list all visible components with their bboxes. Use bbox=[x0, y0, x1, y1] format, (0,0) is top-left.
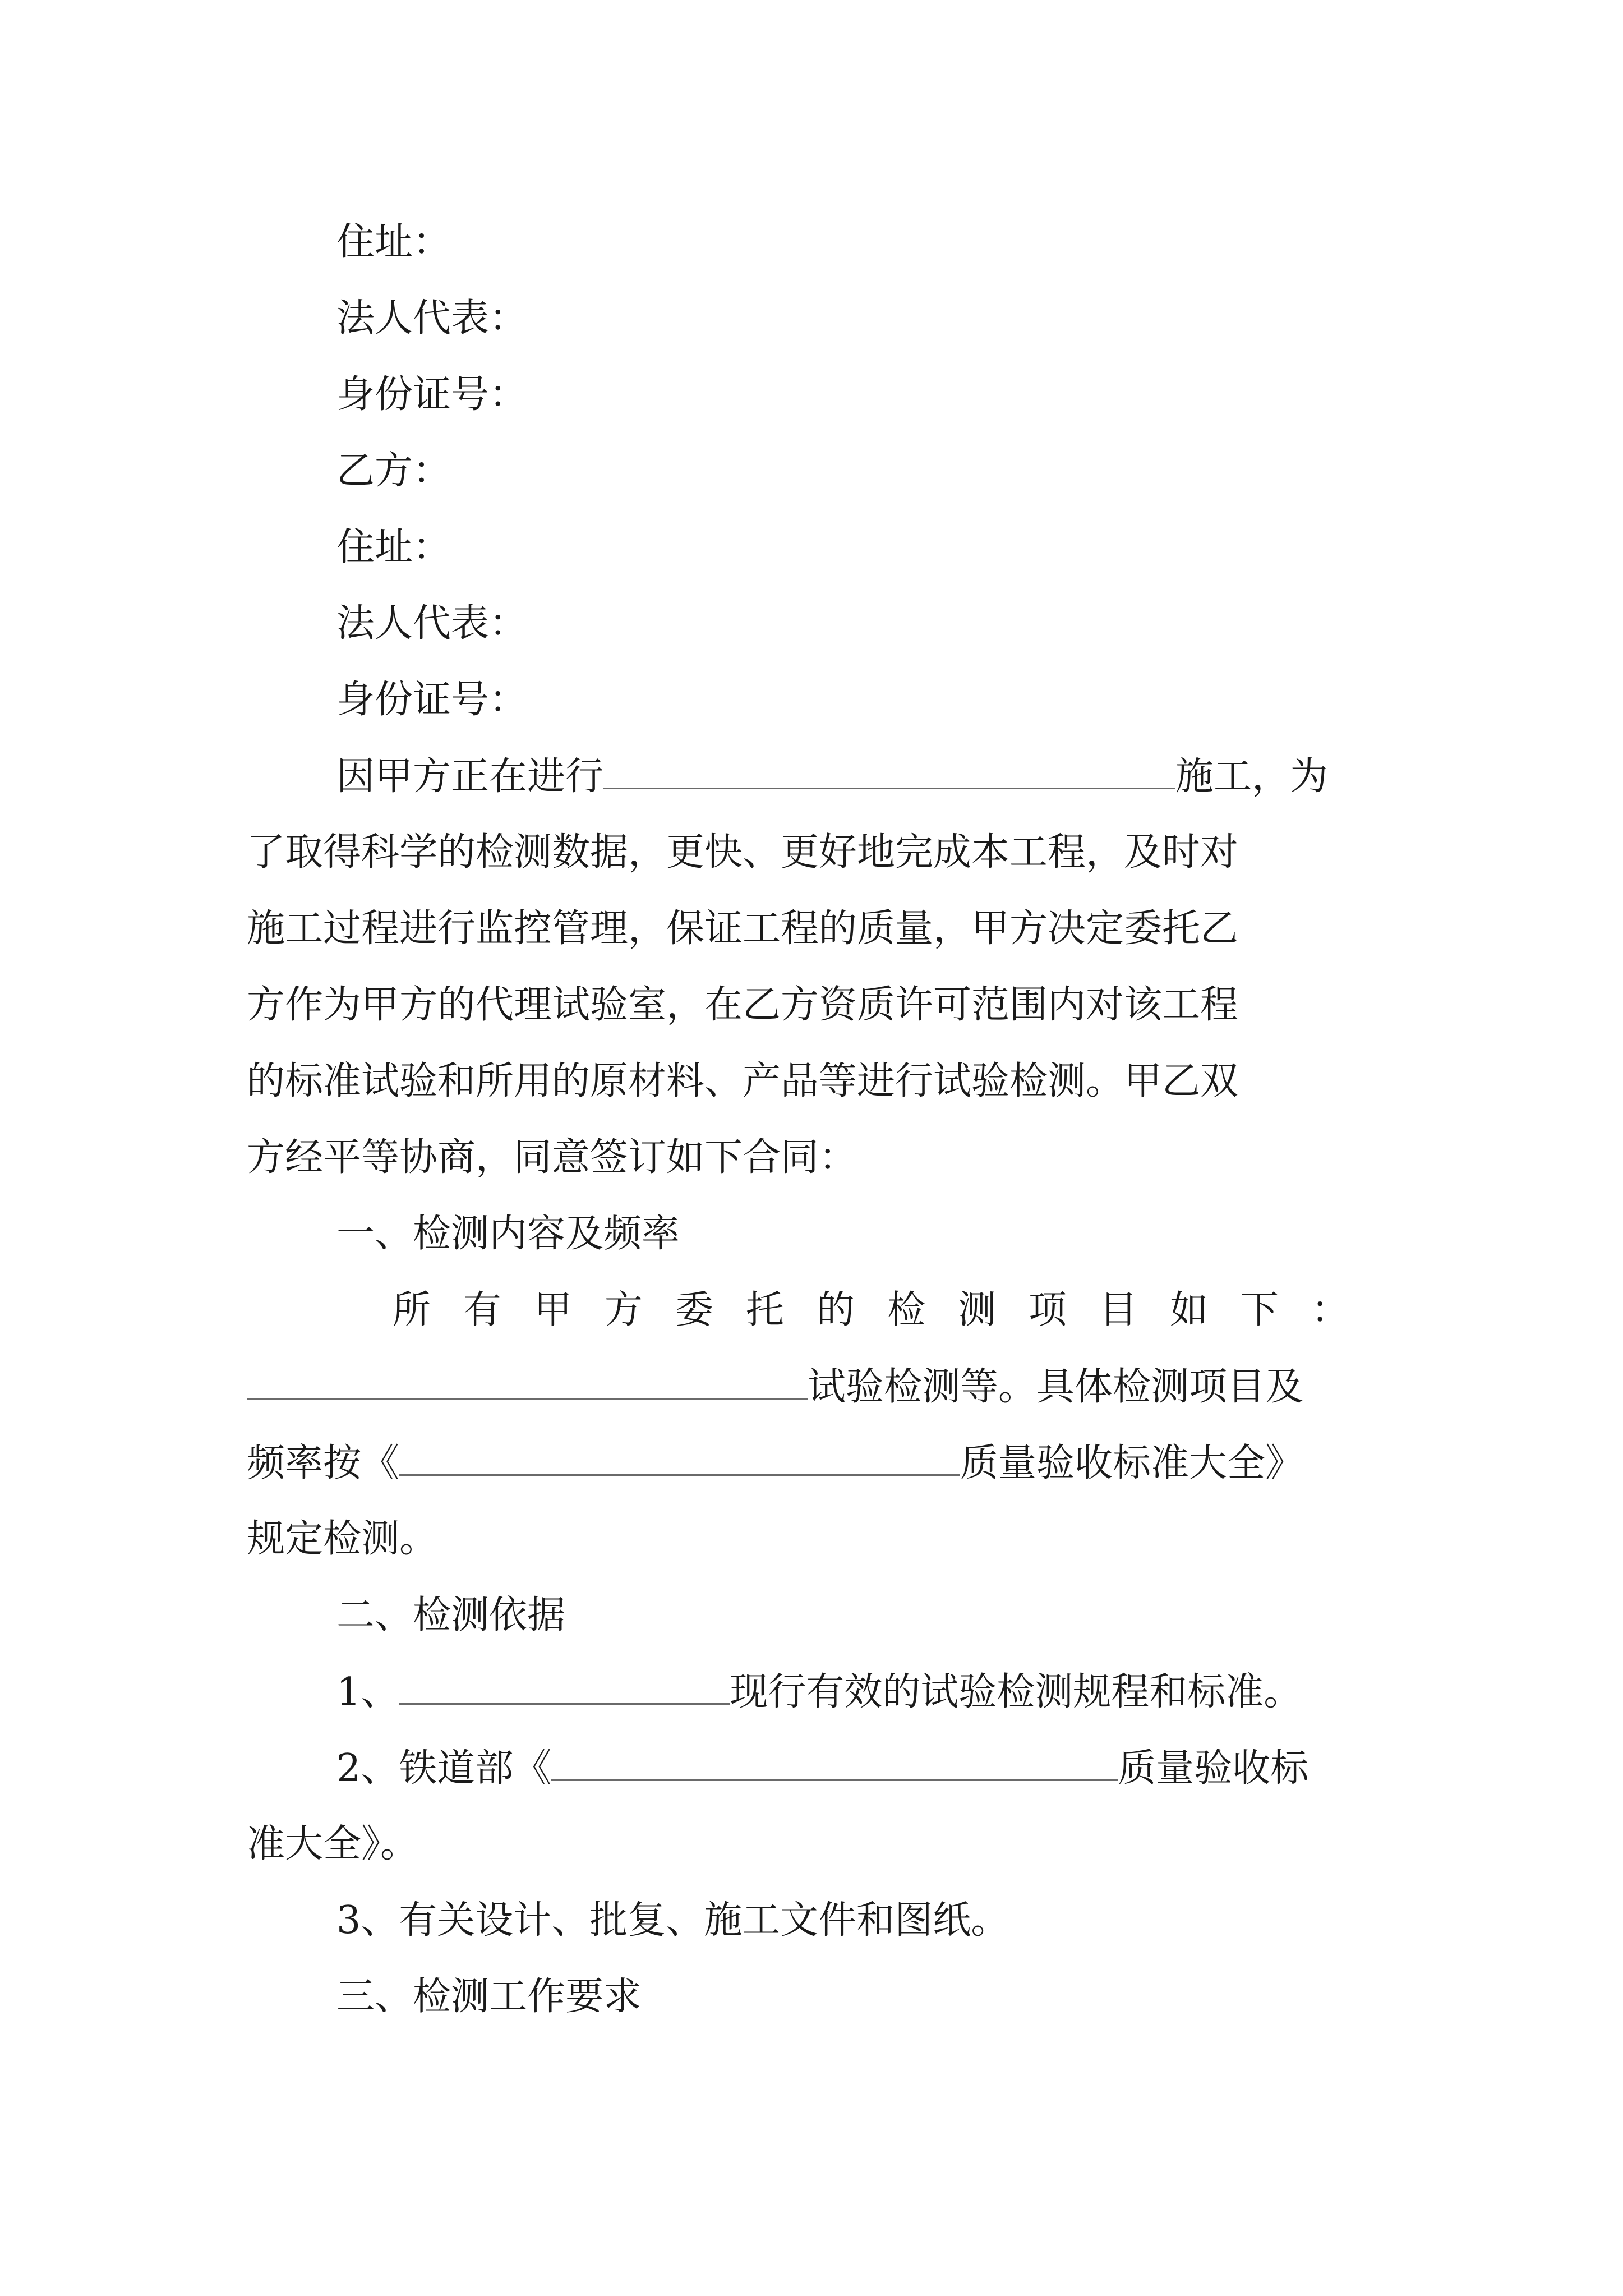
party-a-address-label: 住址： bbox=[336, 220, 451, 264]
test-items-blank bbox=[247, 1359, 808, 1400]
project-name-blank bbox=[603, 748, 1175, 789]
section-1-line-3-prefix: 频率按《 bbox=[247, 1441, 400, 1485]
party-b-legal-rep-label: 法人代表： bbox=[336, 601, 528, 646]
intro-line-6: 方经平等协商，同意签订如下合同： bbox=[247, 1135, 857, 1180]
intro-line-2: 了取得科学的检测数据，更快、更好地完成本工程，及时对 bbox=[247, 830, 1239, 875]
section-2-item-1-suffix: 现行有效的试验检测规程和标准。 bbox=[730, 1670, 1302, 1714]
section-2-item-3: 3、有关设计、批复、施工文件和图纸。 bbox=[336, 1898, 1009, 1943]
party-a-legal-rep-label: 法人代表： bbox=[336, 296, 528, 341]
intro-line-1 bbox=[336, 748, 1328, 804]
standard-name-blank bbox=[399, 1435, 960, 1476]
party-b-title: 乙方： bbox=[336, 449, 451, 493]
section-3-heading: 三、检测工作要求 bbox=[336, 1975, 642, 2019]
section-2-heading: 二、检测依据 bbox=[336, 1593, 566, 1637]
section-2-item-2-prefix: 2、铁道部《 bbox=[336, 1746, 552, 1791]
section-2-item-1 bbox=[336, 1664, 1302, 1720]
section-2-item-2-cont: 准大全》。 bbox=[247, 1822, 419, 1866]
section-1-line-3 bbox=[247, 1435, 1303, 1491]
section-1-line-2 bbox=[247, 1359, 1303, 1415]
section-1-line-4: 规定检测。 bbox=[247, 1517, 438, 1561]
intro-line-5: 的标准试验和所用的原材料、产品等进行试验检测。甲乙双 bbox=[247, 1059, 1239, 1103]
section-1-line-1: 所有甲方委托的检测项目如下： bbox=[393, 1288, 1382, 1332]
intro-line-4: 方作为甲方的代理试验室，在乙方资质许可范围内对该工程 bbox=[247, 983, 1239, 1027]
party-b-id-label: 身份证号： bbox=[336, 678, 528, 722]
party-a-id-label: 身份证号： bbox=[336, 372, 528, 417]
section-1-heading: 一、检测内容及频率 bbox=[336, 1212, 680, 1256]
section-2-item-2 bbox=[336, 1740, 1308, 1796]
authority-blank bbox=[399, 1664, 730, 1705]
section-2-item-2-suffix: 质量验收标 bbox=[1118, 1746, 1309, 1791]
railway-standard-blank bbox=[551, 1740, 1118, 1781]
intro-line-3: 施工过程进行监控管理，保证工程的质量，甲方决定委托乙 bbox=[247, 907, 1239, 951]
intro-line-1-suffix: 施工，为 bbox=[1175, 754, 1329, 799]
section-1-line-2-suffix: 试验检测等。具体检测项目及 bbox=[808, 1365, 1304, 1409]
party-b-address-label: 住址： bbox=[336, 525, 451, 569]
intro-line-1-prefix: 因甲方正在进行 bbox=[336, 754, 604, 799]
section-2-item-1-prefix: 1、 bbox=[336, 1670, 399, 1714]
section-1-line-3-suffix: 质量验收标准大全》 bbox=[960, 1441, 1304, 1485]
